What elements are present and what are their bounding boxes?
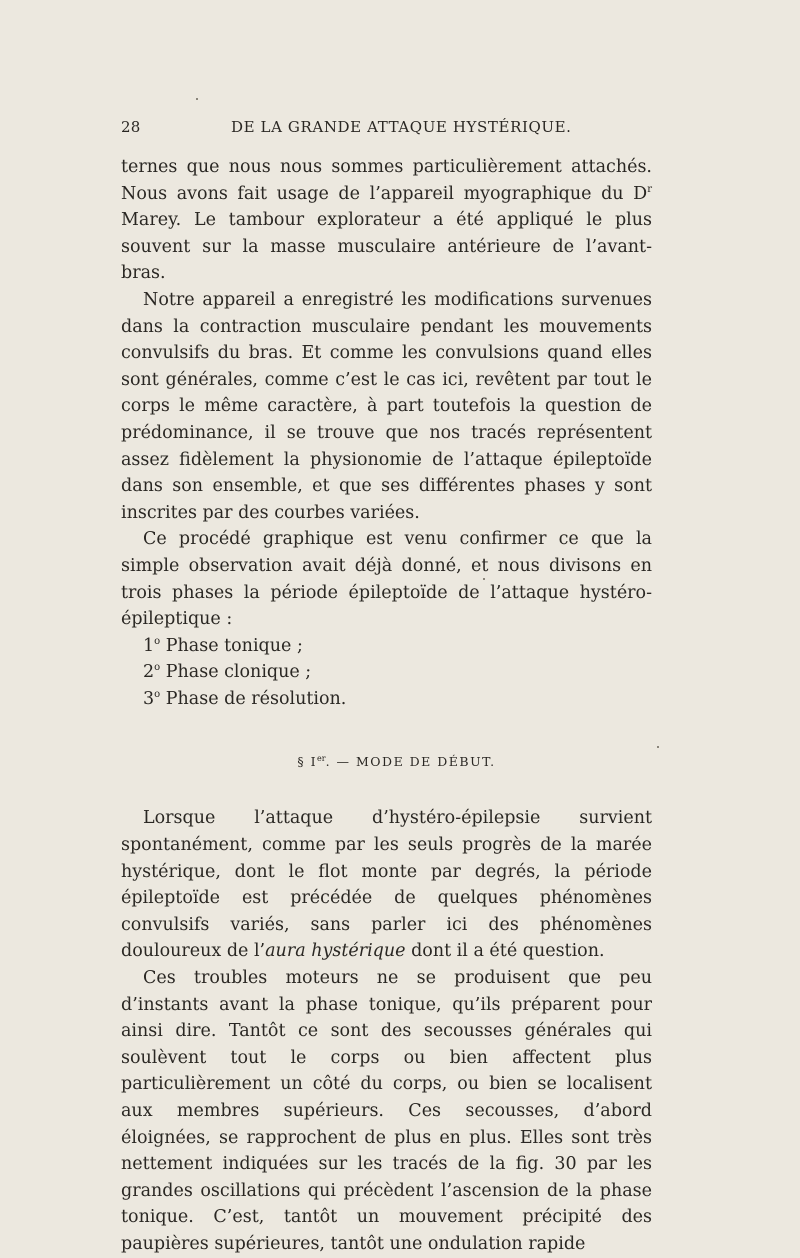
text-run: Lorsque l’attaque d’hystéro-épilepsie survient spontanément, comme par les seuls progrès de la marée hystérique, dont le flot monte par degrés, la période épileptoïde est précédée de quelques phénomènes convulsifs variés, sans parler ici des phénomènes douloureux de l’ xyxy=(121,808,652,962)
list-text: Phase de résolution. xyxy=(160,688,347,709)
list-number: 1 xyxy=(143,635,155,656)
list-item xyxy=(121,686,652,713)
list-number: 3 xyxy=(143,688,155,709)
list-text: Phase tonique ; xyxy=(160,635,303,656)
paper-speck xyxy=(657,746,659,748)
superscript: o xyxy=(154,662,161,674)
body-text xyxy=(121,154,652,1258)
superscript: o xyxy=(154,689,161,701)
superscript: o xyxy=(154,635,161,647)
list-number: 2 xyxy=(143,662,155,683)
paper-speck xyxy=(196,98,198,100)
paragraph xyxy=(121,154,652,287)
list-item xyxy=(121,659,652,686)
paragraph: Ces troubles moteurs ne se produisent que peu d’instants avant la phase tonique, qu’ils préparent pour ainsi dire. Tantôt ce sont des secousses générales qui soulèvent tout le corps ou bien affectent plus particulièrement un côté du corps, ou bien se localisent aux membres supérieurs. Ces secousses, d’abord éloignées, se rapprochent de plus en plus. Elles sont très nettement indiquées sur les tracés de la fig. 30 par les grandes oscillations qui précèdent l’ascension de la phase tonique. C’est, tantôt un mouvement précipité des paupières supérieures, tantôt une ondulation rapide xyxy=(121,968,652,1254)
text-run: dont il a été question. xyxy=(405,941,605,962)
paragraph: Ce procédé graphique est venu confirmer ce que la simple observation avait déjà donné, et nous divisons en trois phases la période épileptoïde de l’attaque hystéro-épileptique : xyxy=(121,529,652,630)
superscript: er xyxy=(317,754,326,764)
italic-text: aura hystérique xyxy=(265,941,406,962)
running-header xyxy=(121,118,652,142)
superscript: r xyxy=(647,183,652,195)
section-title: . — MODE DE DÉBUT. xyxy=(325,754,496,770)
list-item xyxy=(121,633,652,660)
page-number: 28 xyxy=(121,118,141,136)
section-heading xyxy=(121,752,652,772)
list-text: Phase clonique ; xyxy=(160,662,312,683)
paragraph xyxy=(121,805,652,965)
text-run: Marey. Le tambour explorateur a été appliqué le plus souvent sur la masse musculaire antérieure de l’avant-bras. xyxy=(121,210,652,284)
running-title: DE LA GRANDE ATTAQUE HYSTÉRIQUE. xyxy=(231,118,572,136)
paragraph: Notre appareil a enregistré les modifications survenues dans la contraction musculaire pendant les mouvements convulsifs du bras. Et comme les convulsions quand elles sont générales, comme c’est le cas ici, revêtent par tout le corps le même caractère, à part toutefois la question de prédominance, il se trouve que nos tracés représentent assez fidèlement la physionomie de l’attaque épileptoïde dans son ensemble, et que ses différentes phases y sont inscrites par des courbes variées. xyxy=(121,289,652,523)
text-run: ternes que nous nous sommes particulièrement attachés. Nous avons fait usage de l’appareil myographique du D xyxy=(121,157,652,204)
section-mark: § I xyxy=(297,754,318,770)
